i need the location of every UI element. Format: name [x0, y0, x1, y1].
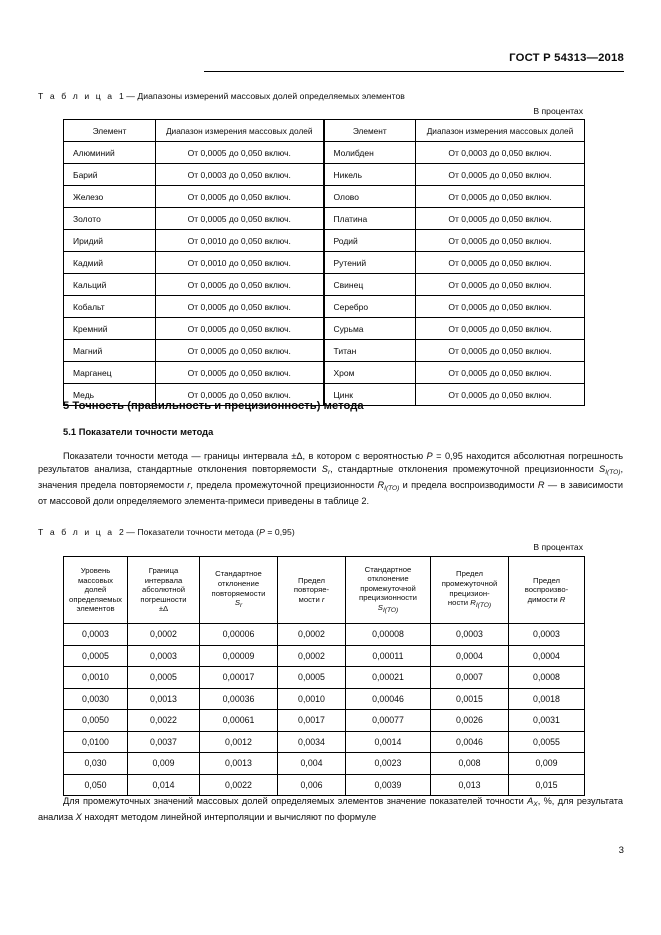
table1-cell-element: Хром — [324, 362, 416, 384]
table2-cell: 0,0003 — [431, 624, 509, 646]
table1-cell-element: Алюминий — [64, 142, 156, 164]
table1-cell-element: Родий — [324, 230, 416, 252]
table1-cell-element: Никель — [324, 164, 416, 186]
table1-cell-element: Железо — [64, 186, 156, 208]
table-row — [64, 340, 585, 362]
table2-cell: 0,0005 — [278, 667, 346, 689]
table2-cell: 0,004 — [278, 753, 346, 775]
section-5-heading: 5 Точность (правильность и прецизионность) метода — [63, 400, 364, 412]
table2-cell: 0,009 — [128, 753, 200, 775]
table1-cell-range: От 0,0005 до 0,050 включ. — [156, 142, 324, 164]
table2-cell: 0,0022 — [128, 710, 200, 732]
table2-cell: 0,0012 — [200, 731, 278, 753]
page-header-standard-number: ГОСТ Р 54313—2018 — [509, 52, 624, 64]
para-text-4: , значения предела повторяемости — [38, 464, 623, 491]
table-row — [64, 208, 585, 230]
table2-caption-text2: = 0,95) — [264, 527, 295, 537]
table1-cell-element: Титан — [324, 340, 416, 362]
table2-cell: 0,0004 — [509, 645, 585, 667]
table2-cell: 0,00021 — [346, 667, 431, 689]
table1-col-range-1: Диапазон измерения массовых долей — [156, 120, 324, 142]
table1-cell-element: Золото — [64, 208, 156, 230]
table2-cell: 0,0023 — [346, 753, 431, 775]
table2-cell: 0,009 — [509, 753, 585, 775]
symbol-RI: R — [377, 480, 385, 491]
para-text-5: , предела промежуточной прецизионности — [190, 480, 378, 491]
table1-header-row — [64, 120, 585, 142]
symbol-A-sub: X — [533, 801, 538, 808]
table1-cell-range: От 0,0005 до 0,050 включ. — [156, 318, 324, 340]
symbol-RI-sub: I(ТО) — [384, 485, 400, 493]
table1-cell-element: Цинк — [324, 384, 416, 406]
table1-cell-range: От 0,0005 до 0,050 включ. — [416, 208, 585, 230]
table2-caption-number: 2 — [118, 527, 124, 537]
table2-col-header: Предел промежуточной прецизион- ности $R_{I(ТО)}$ — [431, 557, 509, 624]
table2-cell: 0,0002 — [128, 624, 200, 646]
table-row — [64, 230, 585, 252]
symbol-Sr-sub: r — [327, 469, 331, 477]
table2-cell: 0,015 — [509, 774, 585, 796]
table1-cell-element: Свинец — [324, 274, 416, 296]
table1-caption-text: — Диапазоны измерений массовых долей определяемых элементов — [126, 91, 405, 101]
table2-cell: 0,0017 — [278, 710, 346, 732]
table2-cell: 0,0046 — [431, 731, 509, 753]
table1-caption-label: Т а б л и ц а — [38, 91, 115, 101]
symbol-SI-sub: I(ТО) — [605, 469, 621, 477]
table2-cell: 0,0007 — [431, 667, 509, 689]
table2-cell: 0,0039 — [346, 774, 431, 796]
table2-cell: 0,00036 — [200, 688, 278, 710]
table2-cell: 0,00011 — [346, 645, 431, 667]
table-measurement-ranges — [63, 119, 585, 406]
table2-cell: 0,013 — [431, 774, 509, 796]
table1-cell-range: От 0,0005 до 0,050 включ. — [416, 186, 585, 208]
table2-cell: 0,00046 — [346, 688, 431, 710]
table1-cell-element: Магний — [64, 340, 156, 362]
table2-cell: 0,0010 — [278, 688, 346, 710]
table-row — [64, 688, 585, 710]
table2-cell: 0,0008 — [509, 667, 585, 689]
table1-cell-range: От 0,0005 до 0,050 включ. — [416, 230, 585, 252]
table2-units-note: В процентах — [533, 542, 583, 552]
table1-cell-element: Кальций — [64, 274, 156, 296]
table1-cell-element: Медь — [64, 384, 156, 406]
table2-caption-P: P — [259, 527, 265, 537]
para-text-3: , стандартные отклонения промежуточной прецизионности — [330, 464, 600, 475]
symbol-P: P — [426, 451, 433, 461]
table1-cell-element: Иридий — [64, 230, 156, 252]
table2-cell: 0,00077 — [346, 710, 431, 732]
table2-cell: 0,0022 — [200, 774, 278, 796]
table2-cell: 0,0014 — [346, 731, 431, 753]
table1-cell-range: От 0,0005 до 0,050 включ. — [156, 208, 324, 230]
table1-cell-element: Кадмий — [64, 252, 156, 274]
table1-cell-range: От 0,0005 до 0,050 включ. — [156, 296, 324, 318]
table2-cell: 0,0015 — [431, 688, 509, 710]
table2-caption — [38, 527, 295, 537]
header-divider — [204, 71, 624, 72]
table1-cell-range: От 0,0005 до 0,050 включ. — [416, 318, 585, 340]
table1-cell-element: Рутений — [324, 252, 416, 274]
table-row — [64, 318, 585, 340]
section-5-1-paragraph — [38, 450, 623, 508]
table1-cell-range: От 0,0003 до 0,050 включ. — [156, 164, 324, 186]
table1-cell-range: От 0,0005 до 0,050 включ. — [416, 296, 585, 318]
table2-cell: 0,0026 — [431, 710, 509, 732]
para-text-1: Показатели точности метода — границы интервала ±Δ, в котором с вероятностью — [63, 451, 427, 461]
table-accuracy-indicators — [63, 556, 585, 796]
table1-cell-range: От 0,0005 до 0,050 включ. — [416, 164, 585, 186]
table2-col-header: Уровень массовых долей определяемых элементов — [64, 557, 128, 624]
table2-col-header: Предел повторяе- мости r — [278, 557, 346, 624]
table2-cell: 0,00061 — [200, 710, 278, 732]
symbol-R: R — [537, 480, 545, 491]
table2-header-row — [64, 557, 585, 624]
table-row — [64, 186, 585, 208]
table2-cell: 0,0005 — [64, 645, 128, 667]
table-row — [64, 296, 585, 318]
table1-cell-range: От 0,0005 до 0,050 включ. — [156, 384, 324, 406]
table-row — [64, 774, 585, 796]
table2-cell: 0,0018 — [509, 688, 585, 710]
table1-cell-range: От 0,0005 до 0,050 включ. — [156, 274, 324, 296]
table-row — [64, 731, 585, 753]
table1-cell-range: От 0,0005 до 0,050 включ. — [156, 186, 324, 208]
table2-cell: 0,0003 — [128, 645, 200, 667]
table2-cell: 0,0030 — [64, 688, 128, 710]
table1-col-element-1: Элемент — [64, 120, 156, 142]
table1-caption — [38, 91, 405, 101]
table2-cell: 0,0005 — [128, 667, 200, 689]
table-row — [64, 362, 585, 384]
table1-cell-range: От 0,0005 до 0,050 включ. — [416, 384, 585, 406]
para-text-2: = 0,95 находится абсолютная погрешность результатов анализа, стандартные отклонения повторяемости — [38, 451, 623, 475]
table1-caption-number: 1 — [118, 91, 124, 101]
para-text-7: — в зависимости от массовой доли определяемого элемента-примеси приведены в таблице 2. — [38, 480, 623, 507]
table2-cell: 0,0010 — [64, 667, 128, 689]
table-row — [64, 164, 585, 186]
table2-cell: 0,014 — [128, 774, 200, 796]
table2-cell: 0,0050 — [64, 710, 128, 732]
table1-cell-range: От 0,0005 до 0,050 включ. — [156, 340, 324, 362]
table1-cell-range: От 0,0005 до 0,050 включ. — [416, 362, 585, 384]
table2-col-header: Стандартное отклонение промежуточной прецизионности $S_{I(ТО)}$ — [346, 557, 431, 624]
symbol-X: X — [75, 812, 82, 823]
table2-cell: 0,00017 — [200, 667, 278, 689]
closing-text-3: находят методом линейной интерполяции и вычисляют по формуле — [81, 812, 377, 823]
table2-cell: 0,0002 — [278, 645, 346, 667]
table2-cell: 0,050 — [64, 774, 128, 796]
table1-cell-element: Марганец — [64, 362, 156, 384]
table2-col-header: Граница интервала абсолютной погрешности ±Δ — [128, 557, 200, 624]
table-row — [64, 645, 585, 667]
table2-caption-label: Т а б л и ц а — [38, 527, 115, 537]
table1-cell-element: Платина — [324, 208, 416, 230]
table2-cell: 0,0004 — [431, 645, 509, 667]
table1-cell-element: Сурьма — [324, 318, 416, 340]
table2-body — [64, 624, 585, 796]
closing-text-2: , %, для результата анализа — [38, 796, 623, 823]
table1-cell-range: От 0,0005 до 0,050 включ. — [416, 274, 585, 296]
table-row — [64, 667, 585, 689]
table2-cell: 0,0013 — [200, 753, 278, 775]
table1-col-element-2: Элемент — [324, 120, 416, 142]
page-number: 3 — [618, 845, 624, 856]
table2-cell: 0,0055 — [509, 731, 585, 753]
symbol-Sr: S — [321, 464, 328, 475]
table2-cell: 0,006 — [278, 774, 346, 796]
table2-cell: 0,00006 — [200, 624, 278, 646]
table1-cell-range: От 0,0005 до 0,050 включ. — [156, 362, 324, 384]
table-row — [64, 142, 585, 164]
table1-cell-element: Кобальт — [64, 296, 156, 318]
table1-units-note: В процентах — [533, 106, 583, 116]
table2-cell: 0,0003 — [509, 624, 585, 646]
table1-cell-range: От 0,0005 до 0,050 включ. — [416, 252, 585, 274]
table2-caption-text: — Показатели точности метода ( — [126, 527, 260, 537]
table1-cell-range: От 0,0010 до 0,050 включ. — [156, 252, 324, 274]
closing-paragraph — [38, 795, 623, 824]
table2-cell: 0,00008 — [346, 624, 431, 646]
table1-cell-range: От 0,0010 до 0,050 включ. — [156, 230, 324, 252]
section-5-1-heading: 5.1 Показатели точности метода — [63, 427, 214, 437]
table-row — [64, 753, 585, 775]
table1-body — [64, 142, 585, 406]
table-row — [64, 710, 585, 732]
table2-cell: 0,0031 — [509, 710, 585, 732]
table1-cell-range: От 0,0003 до 0,050 включ. — [416, 142, 585, 164]
table2-cell: 0,008 — [431, 753, 509, 775]
table2-cell: 0,0013 — [128, 688, 200, 710]
table2-cell: 0,030 — [64, 753, 128, 775]
table1-cell-element: Олово — [324, 186, 416, 208]
table2-col-header: Предел воспроизво- димости R — [509, 557, 585, 624]
table1-cell-element: Серебро — [324, 296, 416, 318]
table1-cell-element: Кремний — [64, 318, 156, 340]
table1-cell-element: Барий — [64, 164, 156, 186]
table2-cell: 0,0037 — [128, 731, 200, 753]
symbol-SI: S — [599, 464, 606, 475]
table2-cell: 0,00009 — [200, 645, 278, 667]
table1-col-range-2: Диапазон измерения массовых долей — [416, 120, 585, 142]
table2-cell: 0,0002 — [278, 624, 346, 646]
table1-cell-element: Молибден — [324, 142, 416, 164]
table-row — [64, 252, 585, 274]
symbol-r: r — [187, 480, 191, 491]
table2-cell: 0,0100 — [64, 731, 128, 753]
table2-col-header: Стандартное отклонение повторяемости $S_r$ — [200, 557, 278, 624]
table-row — [64, 624, 585, 646]
para-text-6: и предела воспроизводимости — [399, 480, 538, 491]
symbol-A: A — [527, 796, 534, 806]
table2-cell: 0,0003 — [64, 624, 128, 646]
table1-cell-range: От 0,0005 до 0,050 включ. — [416, 340, 585, 362]
closing-text-1: Для промежуточных значений массовых долей определяемых элементов значение показателей точности — [63, 796, 528, 806]
table2-cell: 0,0034 — [278, 731, 346, 753]
table-row — [64, 274, 585, 296]
